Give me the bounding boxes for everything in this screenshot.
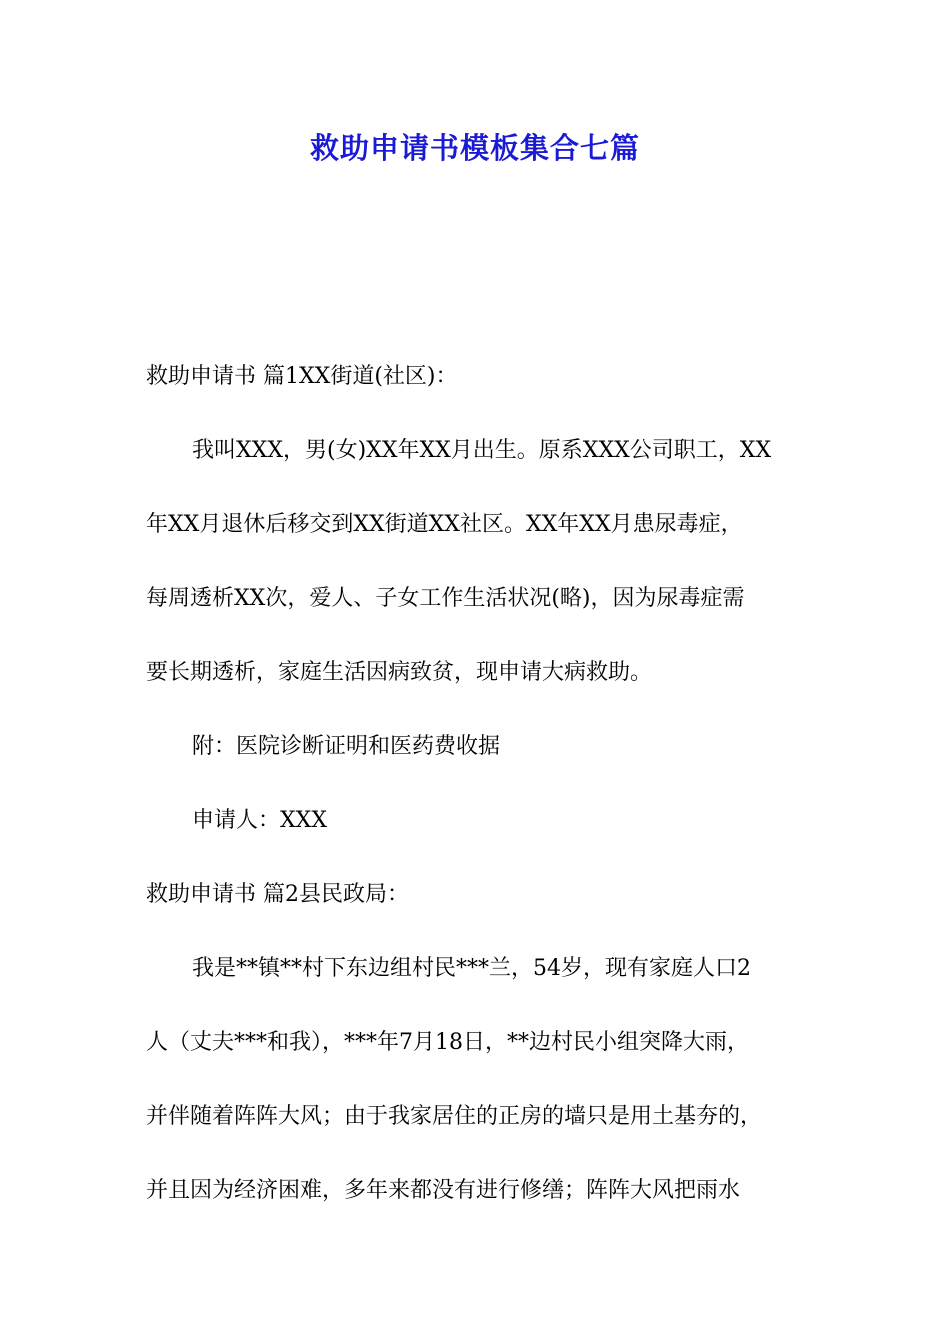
paragraph-line: 年XX月退休后移交到XX街道XX社区。XX年XX月患尿毒症， — [146, 512, 743, 537]
paragraph-line: 我叫XXX，男(女)XX年XX月出生。原系XXX公司职工，XX — [192, 438, 772, 463]
document-title: 救助申请书模板集合七篇 — [309, 131, 640, 165]
paragraph-line: 并且因为经济困难，多年来都没有进行修缮；阵阵大风把雨水 — [146, 1178, 741, 1203]
document-body — [146, 340, 826, 1228]
paragraph-line: 我是**镇**村下东边组村民***兰，54岁，现有家庭人口2 — [192, 956, 751, 981]
attachment-note: 附：医院诊断证明和医药费收据 — [192, 734, 501, 759]
applicant-signature-line: 申请人：XXX — [192, 808, 327, 833]
paragraph-line: 每周透析XX次，爱人、子女工作生活状况(略)，因为尿毒症需 — [146, 586, 745, 611]
section-heading-2: 救助申请书 篇2县民政局： — [146, 882, 409, 907]
paragraph-line: 人（丈夫***和我），***年7月18日，**边村民小组突降大雨， — [146, 1030, 749, 1055]
paragraph-line: 并伴随着阵阵大风；由于我家居住的正房的墙只是用土基夯的， — [146, 1104, 763, 1129]
paragraph-line: 要长期透析，家庭生活因病致贫，现申请大病救助。 — [146, 660, 653, 685]
section-heading-1: 救助申请书 篇1XX街道(社区)： — [146, 364, 458, 389]
